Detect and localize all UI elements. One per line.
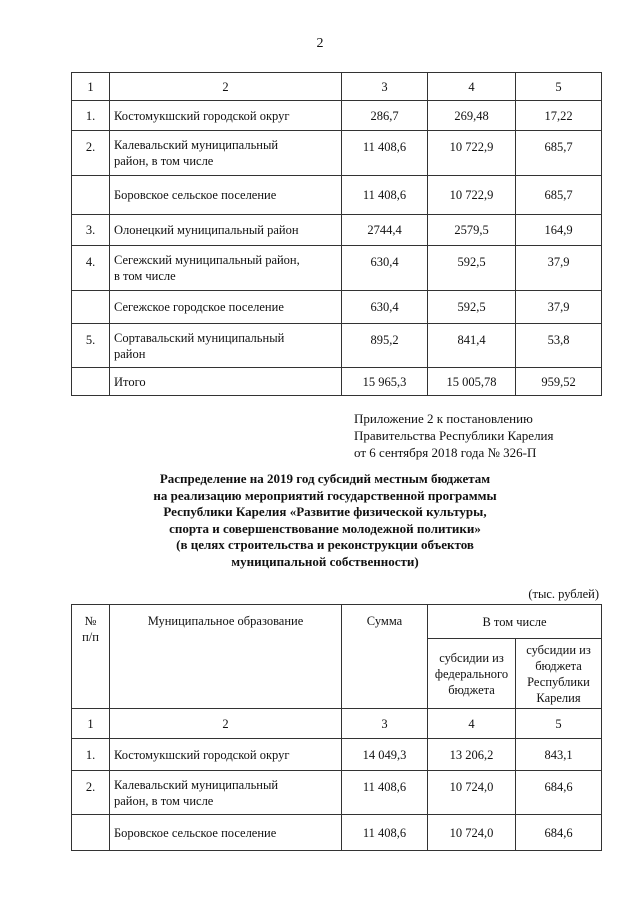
row-number-cell: 1. bbox=[72, 739, 110, 771]
header-federal-line: субсидии из bbox=[439, 650, 504, 665]
municipality-cell bbox=[110, 176, 342, 215]
appendix-line: Правительства Республики Карелия bbox=[354, 428, 554, 443]
federal-cell: 592,5 bbox=[428, 246, 516, 291]
appendix-line: от 6 сентября 2018 года № 326-П bbox=[354, 445, 537, 460]
table-row bbox=[72, 131, 602, 176]
federal-cell: 13 206,2 bbox=[428, 739, 516, 771]
republic-cell: 164,9 bbox=[516, 215, 602, 246]
table-row bbox=[72, 101, 602, 131]
federal-cell: 15 005,78 bbox=[428, 368, 516, 396]
header-num-line: № bbox=[84, 614, 97, 628]
municipality-line: район, в том числе bbox=[114, 154, 214, 168]
header-republic-line: Карелия bbox=[536, 690, 581, 705]
republic-cell: 17,22 bbox=[516, 101, 602, 131]
municipality-line: Костомукшский городской округ bbox=[114, 747, 290, 762]
republic-cell: 684,6 bbox=[516, 771, 602, 815]
header-num bbox=[72, 605, 110, 709]
table-row bbox=[72, 368, 602, 396]
municipality-line: Итого bbox=[114, 374, 146, 389]
municipality-line: район bbox=[114, 346, 146, 361]
republic-cell: 685,7 bbox=[516, 131, 602, 176]
column-index-cell: 3 bbox=[342, 709, 428, 739]
municipality-cell bbox=[110, 131, 342, 176]
sum-cell: 15 965,3 bbox=[342, 368, 428, 396]
title-line: на реализацию мероприятий государственной программы bbox=[153, 487, 497, 503]
row-number-cell bbox=[72, 815, 110, 851]
sum-cell: 895,2 bbox=[342, 324, 428, 368]
row-number-cell: 4. bbox=[72, 246, 110, 291]
header-republic-line: Республики bbox=[527, 674, 590, 689]
header-republic-line: бюджета bbox=[535, 658, 582, 673]
republic-cell: 843,1 bbox=[516, 739, 602, 771]
header-sum: Сумма bbox=[342, 605, 428, 709]
sum-cell: 286,7 bbox=[342, 101, 428, 131]
header-municipality: Муниципальное образование bbox=[110, 605, 342, 709]
header-federal-line: федерального bbox=[434, 666, 509, 681]
table-row bbox=[72, 246, 602, 291]
republic-cell: 685,7 bbox=[516, 176, 602, 215]
sum-cell: 630,4 bbox=[342, 246, 428, 291]
row-number-cell bbox=[72, 176, 110, 215]
republic-cell: 37,9 bbox=[516, 291, 602, 324]
municipality-cell bbox=[110, 246, 342, 291]
column-index-cell: 5 bbox=[516, 73, 602, 101]
sum-cell: 11 408,6 bbox=[342, 131, 428, 176]
column-index-cell: 1 bbox=[72, 709, 110, 739]
municipality-cell bbox=[110, 368, 342, 396]
subsidy-table-2 bbox=[71, 604, 602, 851]
document-title bbox=[100, 471, 550, 570]
federal-cell: 2579,5 bbox=[428, 215, 516, 246]
header-num-line: п/п bbox=[82, 630, 99, 644]
federal-cell: 10 724,0 bbox=[428, 815, 516, 851]
table-row bbox=[72, 291, 602, 324]
column-index-cell: 4 bbox=[428, 709, 516, 739]
column-index-cell: 4 bbox=[428, 73, 516, 101]
page-number: 2 bbox=[316, 36, 324, 51]
table-row bbox=[72, 215, 602, 246]
federal-cell: 10 722,9 bbox=[428, 176, 516, 215]
title-line: (в целях строительства и реконструкции объектов bbox=[176, 537, 474, 552]
municipality-line: Олонецкий муниципальный район bbox=[114, 223, 299, 237]
republic-cell: 684,6 bbox=[516, 815, 602, 851]
republic-cell: 959,52 bbox=[516, 368, 602, 396]
municipality-cell bbox=[110, 291, 342, 324]
row-number-cell: 1. bbox=[72, 101, 110, 131]
header-including: В том числе bbox=[428, 605, 602, 639]
column-index-row bbox=[72, 709, 602, 739]
republic-cell: 53,8 bbox=[516, 324, 602, 368]
federal-cell: 10 722,9 bbox=[428, 131, 516, 176]
sum-cell: 630,4 bbox=[342, 291, 428, 324]
column-index-cell: 5 bbox=[516, 709, 602, 739]
row-number-cell: 2. bbox=[72, 131, 110, 176]
table-row bbox=[72, 815, 602, 851]
municipality-line: Сортавальский муниципальный bbox=[114, 330, 285, 345]
municipality-line: район, в том числе bbox=[114, 793, 214, 808]
table-row bbox=[72, 771, 602, 815]
republic-cell: 37,9 bbox=[516, 246, 602, 291]
sum-cell: 11 408,6 bbox=[342, 771, 428, 815]
municipality-cell bbox=[110, 324, 342, 368]
municipality-cell bbox=[110, 771, 342, 815]
row-number-cell: 2. bbox=[72, 771, 110, 815]
header-federal-line: бюджета bbox=[448, 682, 495, 697]
federal-cell: 269,48 bbox=[428, 101, 516, 131]
row-number-cell bbox=[72, 291, 110, 324]
municipality-cell bbox=[110, 815, 342, 851]
column-index-cell: 3 bbox=[342, 73, 428, 101]
federal-cell: 841,4 bbox=[428, 324, 516, 368]
appendix-note bbox=[354, 410, 554, 461]
table-row bbox=[72, 176, 602, 215]
sum-cell: 11 408,6 bbox=[342, 176, 428, 215]
municipality-line: Боровское сельское поселение bbox=[114, 825, 277, 840]
table-row bbox=[72, 324, 602, 368]
header-federal bbox=[428, 639, 516, 709]
column-index-cell: 1 bbox=[72, 73, 110, 101]
federal-cell: 10 724,0 bbox=[428, 771, 516, 815]
municipality-cell bbox=[110, 739, 342, 771]
municipality-line: Боровское сельское поселение bbox=[114, 188, 277, 202]
municipality-cell bbox=[110, 101, 342, 131]
federal-cell: 592,5 bbox=[428, 291, 516, 324]
sum-cell: 2744,4 bbox=[342, 215, 428, 246]
row-number-cell bbox=[72, 368, 110, 396]
row-number-cell: 5. bbox=[72, 324, 110, 368]
table-header-row bbox=[72, 605, 602, 639]
sum-cell: 14 049,3 bbox=[342, 739, 428, 771]
units-note: (тыс. рублей) bbox=[528, 587, 599, 601]
municipality-line: Калевальский муниципальный bbox=[114, 777, 279, 792]
title-line: спорта и совершенствование молодежной политики» bbox=[169, 520, 481, 536]
municipality-cell bbox=[110, 215, 342, 246]
title-line: муниципальной собственности) bbox=[231, 553, 419, 569]
title-line: Распределение на 2019 год субсидий местным бюджетам bbox=[159, 471, 491, 486]
sum-cell: 11 408,6 bbox=[342, 815, 428, 851]
municipality-line: Сегежский муниципальный район, bbox=[114, 253, 300, 267]
row-number-cell: 3. bbox=[72, 215, 110, 246]
municipality-line: Сегежское городское поселение bbox=[114, 300, 284, 314]
municipality-line: Калевальский муниципальный bbox=[114, 138, 279, 152]
appendix-line: Приложение 2 к постановлению bbox=[354, 411, 533, 426]
header-republic bbox=[516, 639, 602, 709]
title-line: Республики Карелия «Развитие физической культуры, bbox=[163, 504, 487, 519]
column-index-cell: 2 bbox=[110, 73, 342, 101]
table-row bbox=[72, 739, 602, 771]
header-republic-line: субсидии из bbox=[526, 642, 591, 657]
column-index-row bbox=[72, 73, 602, 101]
subsidy-table-1 bbox=[71, 72, 602, 396]
column-index-cell: 2 bbox=[110, 709, 342, 739]
municipality-line: Костомукшский городской округ bbox=[114, 108, 290, 123]
municipality-line: в том числе bbox=[114, 269, 176, 283]
